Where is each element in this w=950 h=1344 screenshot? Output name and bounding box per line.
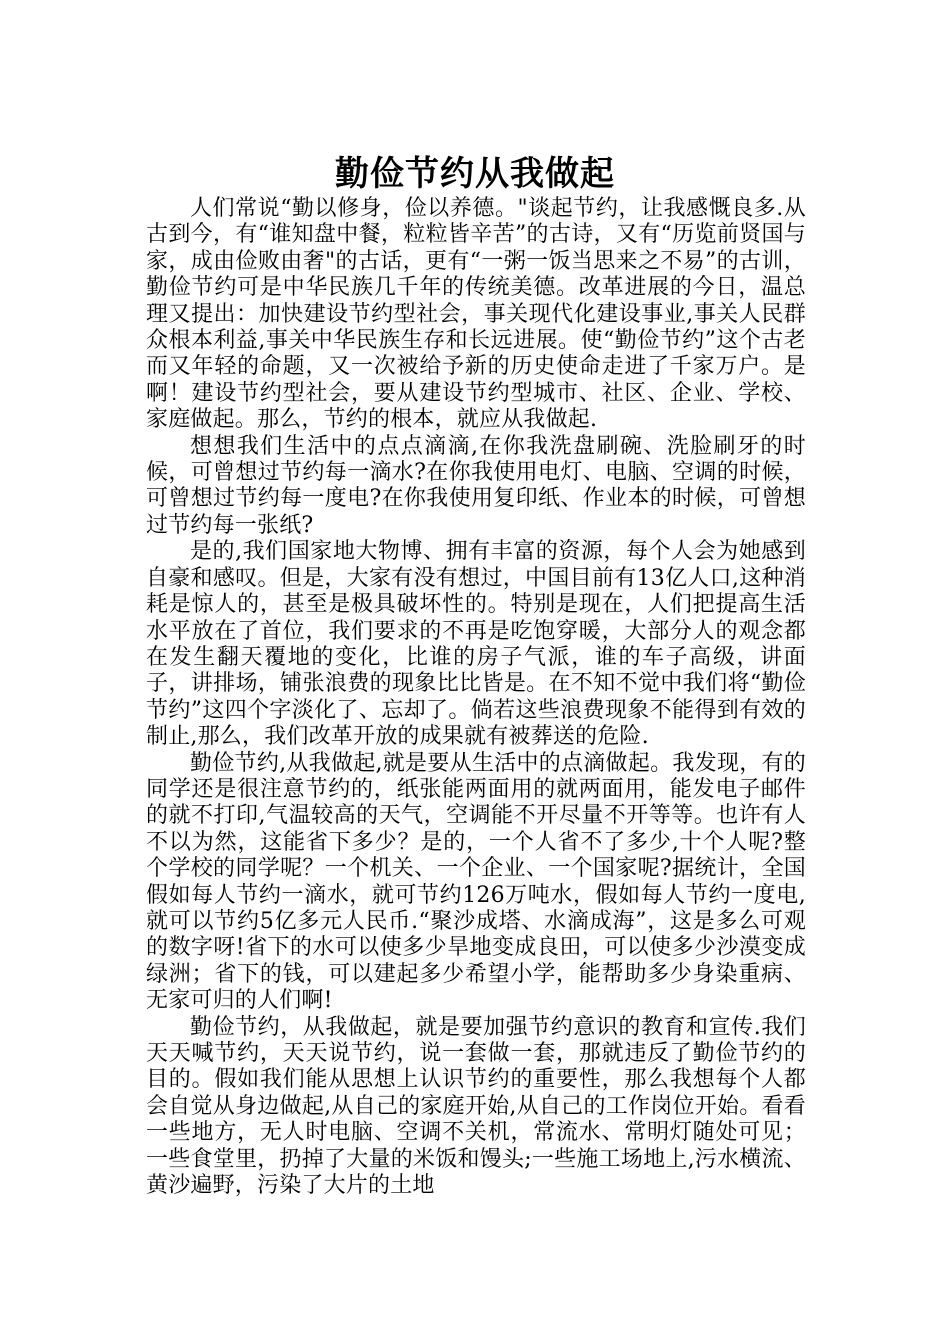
paragraph-4: 勤俭节约,从我做起,就是要从生活中的点滴做起。我发现，有的同学还是很注意节约的，纸张能两面用的就两面用，能发电子邮件的就不打印,气温较高的天气，空调能不开尽量不开等等。也许有人不以为然，这能省下多少？是的，一个人省不了多少,十个人呢?整个学校的同学呢？一个机关、一个企业、一个国家呢?据统计，全国假如每人节约一滴水，就可节约126万吨水，假如每人节约一度电,就可以节约5亿多元人民币.“聚沙成塔、水滴成海”，这是多么可观的数字呀!省下的水可以使多少旱地变成良田，可以使多少沙漠变成绿洲；省下的钱，可以建起多少希望小学，能帮助多少身染重病、无家可归的人们啊!: [146, 750, 806, 1014]
paragraph-3: 是的,我们国家地大物博、拥有丰富的资源，每个人会为她感到自豪和感叹。但是，大家有没有想过，中国目前有13亿人口,这种消耗是惊人的，甚至是极具破坏性的。特别是现在，人们把提高生活水平放在了首位，我们要求的不再是吃饱穿暖，大部分人的观念都在发生翻天覆地的变化，比谁的房子气派，谁的车子高级，讲面子，讲排场，铺张浪费的现象比比皆是。在不知不觉中我们将“勤俭节约”这四个字淡化了、忘却了。倘若这些浪费现象不能得到有效的制止,那么，我们改革开放的成果就有被葬送的危险.: [146, 539, 806, 750]
document-body: [146, 196, 806, 1199]
paragraph-5: 勤俭节约，从我做起，就是要加强节约意识的教育和宣传.我们天天喊节约，天天说节约，说一套做一套，那就违反了勤俭节约的目的。假如我们能从思想上认识节约的重要性，那么我想每个人都会自觉从身边做起,从自己的家庭开始,从自己的工作岗位开始。看看一些地方，无人时电脑、空调不关机，常流水、常明灯随处可见；一些食堂里，扔掉了大量的米饭和馒头;一些施工场地上,污水横流、黄沙遍野，污染了大片的土地: [146, 1014, 806, 1199]
paragraph-1: 人们常说“勤以修身，俭以养德。"谈起节约，让我感慨良多.从古到今，有“谁知盘中餐，粒粒皆辛苦”的古诗，又有“历览前贤国与家，成由俭败由奢"的古话，更有“一粥一饭当思来之不易”的古训，勤俭节约可是中华民族几千年的传统美德。改革进展的今日，温总理又提出：加快建设节约型社会，事关现代化建设事业,事关人民群众根本利益,事关中华民族生存和长远进展。使“勤俭节约”这个古老而又年轻的命题，又一次被给予新的历史使命走进了千家万户。是啊！建设节约型社会，要从建设节约型城市、社区、企业、学校、家庭做起。那么，节约的根本，就应从我做起.: [146, 196, 806, 433]
paragraph-2: 想想我们生活中的点点滴滴,在你我洗盘刷碗、洗脸刷牙的时候，可曾想过节约每一滴水?在你我使用电灯、电脑、空调的时候，可曾想过节约每一度电?在你我使用复印纸、作业本的时候，可曾想过节约每一张纸?: [146, 433, 806, 538]
document-title: 勤俭节约从我做起: [335, 153, 615, 194]
